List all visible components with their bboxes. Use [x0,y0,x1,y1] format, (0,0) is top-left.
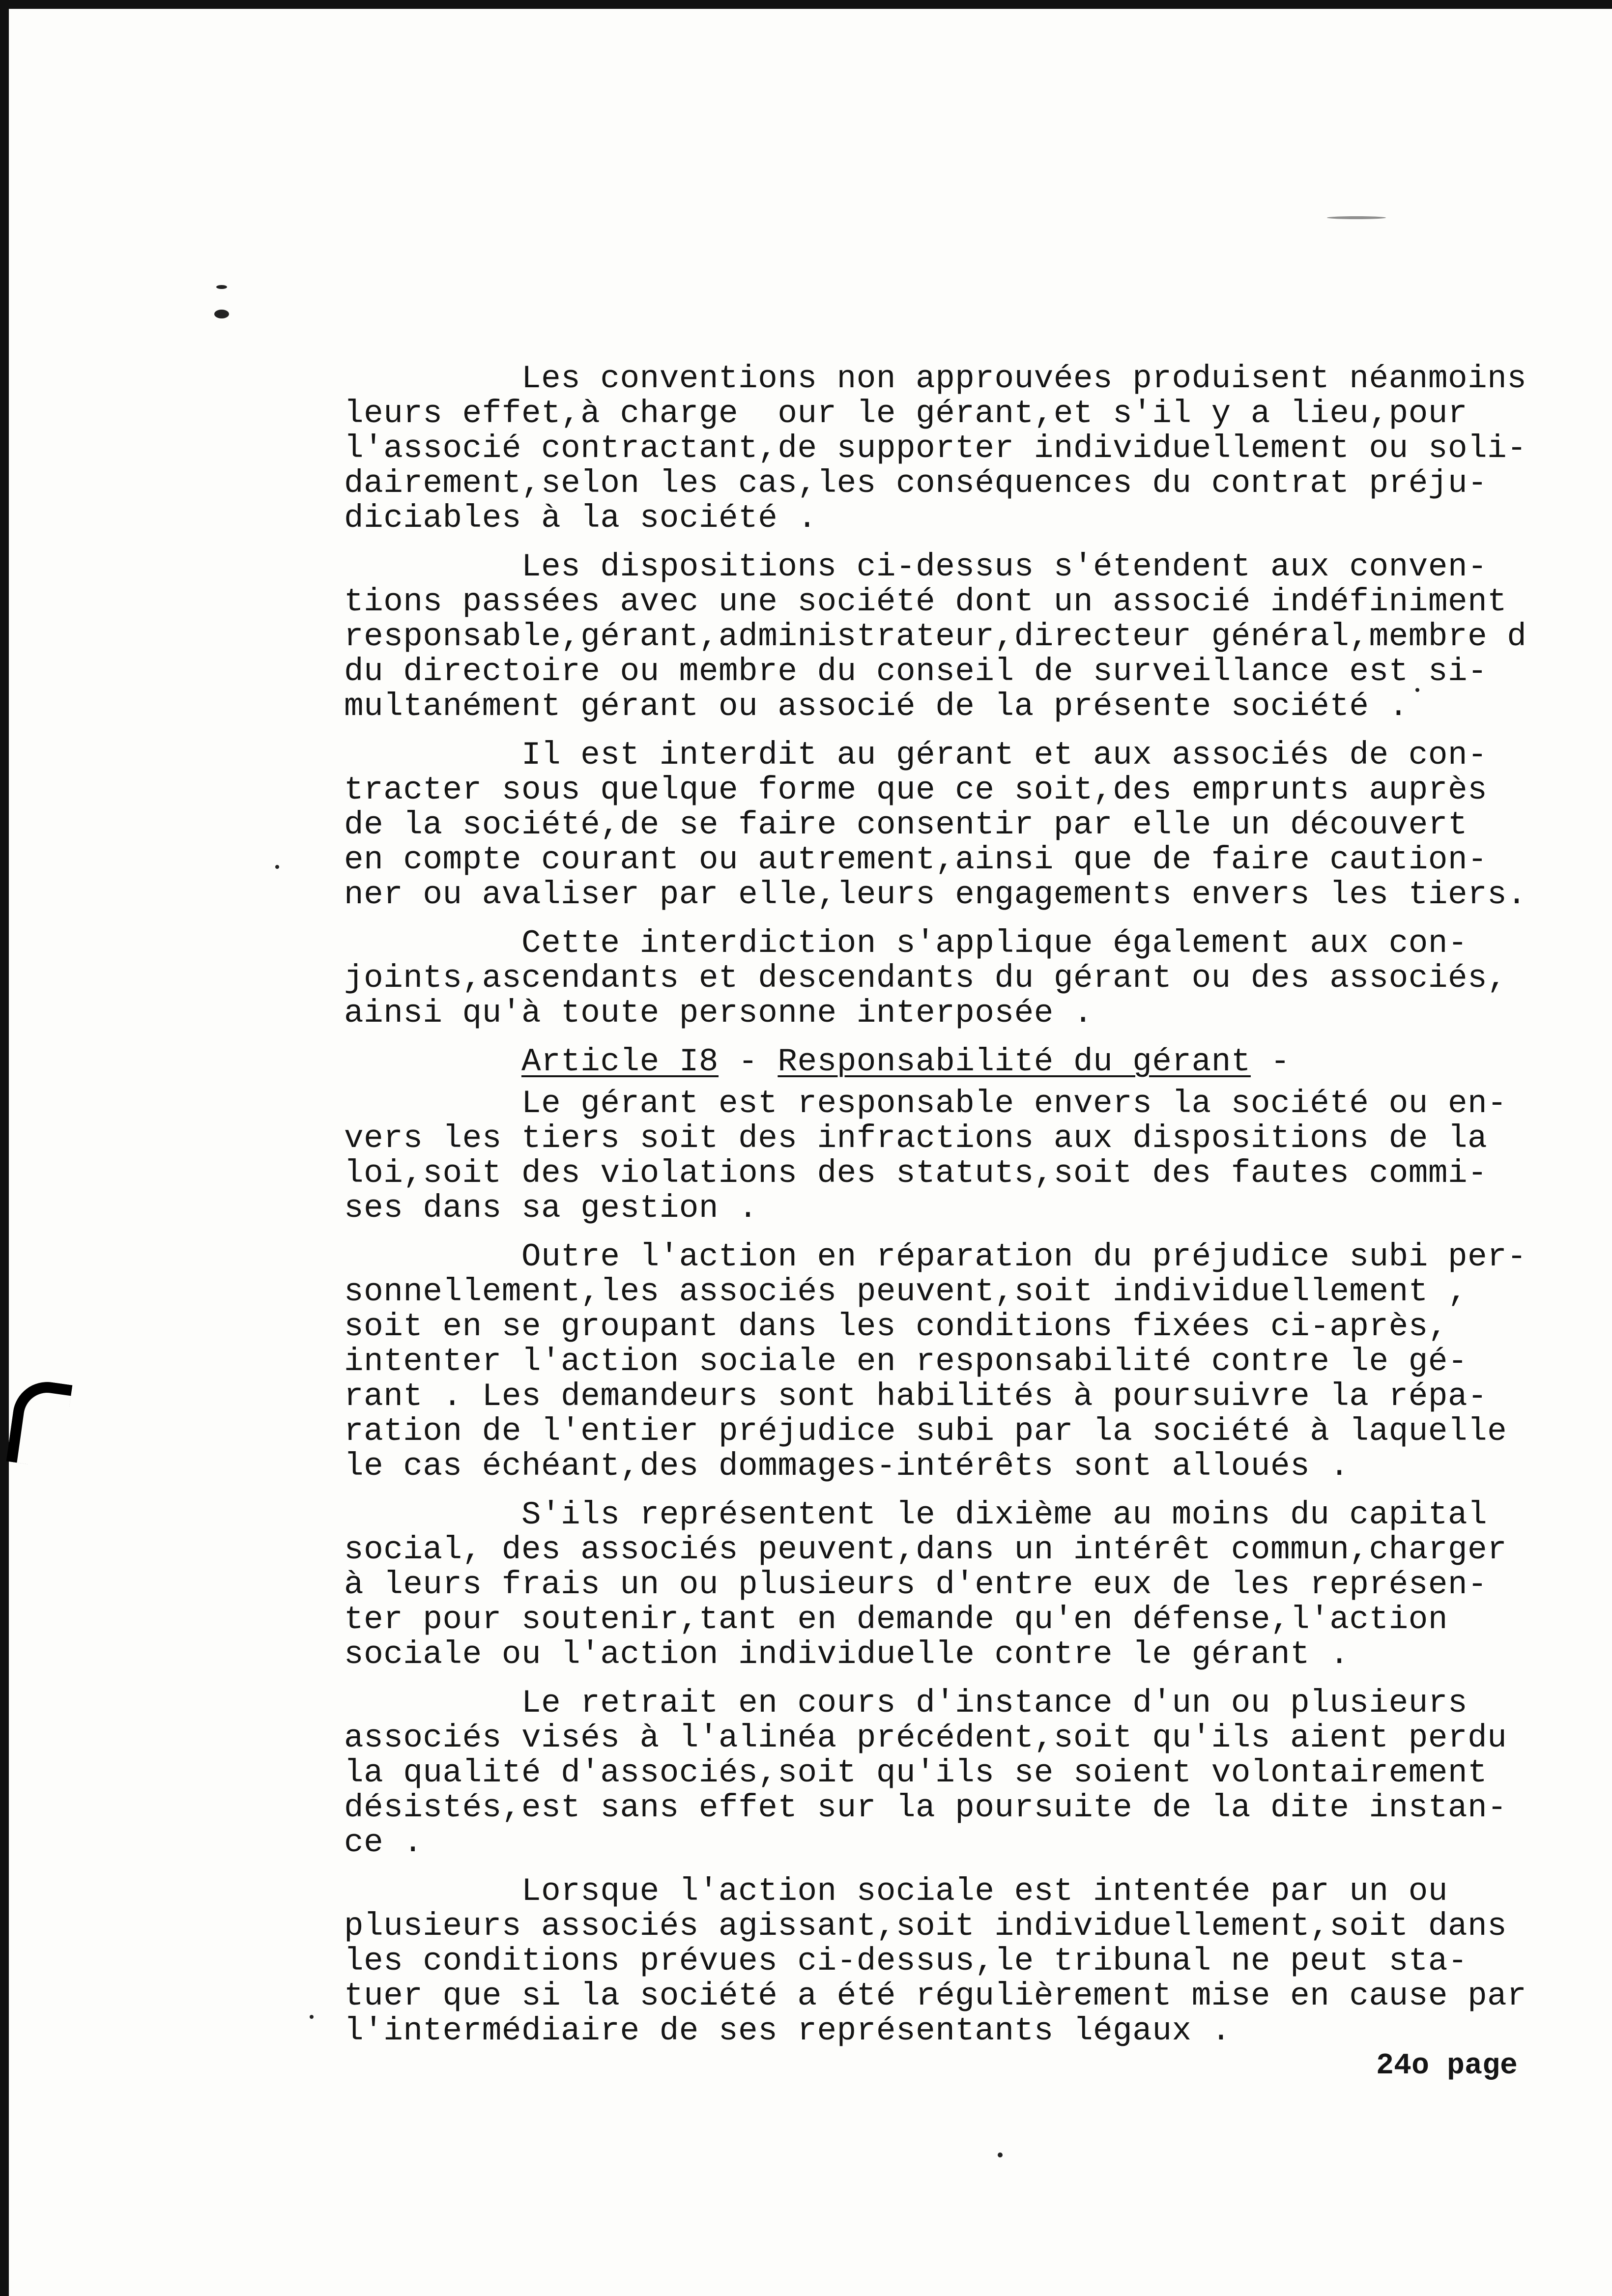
article-heading [344,1044,1533,1079]
text-line: à leurs frais un ou plusieurs d'entre eux de les représen- [344,1566,1488,1603]
scan-top-border [0,0,1612,9]
paragraph-p8 [344,1686,1533,1860]
text-line: ce . [344,1824,423,1861]
paragraph-p7 [344,1497,1533,1672]
text-line: Outre l'action en réparation du préjudice subi per- [344,1238,1527,1275]
text-line: Cette interdiction s'applique également aux con- [344,925,1468,962]
text-line: vers les tiers soit des infractions aux dispositions de la [344,1120,1488,1157]
heading-separator: - [719,1043,778,1080]
document-body [344,361,1533,2062]
text-line: ner ou avaliser par elle,leurs engagements envers les tiers. [344,876,1527,913]
scan-speck [1327,216,1386,219]
text-line: ration de l'entier préjudice subi par la société à laquelle [344,1413,1507,1450]
text-line: Lorsque l'action sociale est intentée par un ou [344,1873,1448,1910]
text-line: dairement,selon les cas,les conséquences du contrat préju- [344,465,1488,502]
text-line: du directoire ou membre du conseil de surveillance est si- [344,653,1488,690]
scan-speck [214,310,229,318]
text-line: S'ils représentent le dixième au moins du capital [344,1496,1488,1533]
paragraph-p1 [344,361,1533,536]
paragraph-p4 [344,926,1533,1031]
text-line: plusieurs associés agissant,soit individuellement,soit dans [344,1908,1507,1945]
paragraph-p6 [344,1239,1533,1484]
text-line: tions passées avec une société dont un associé indéfiniment [344,583,1507,620]
text-line: diciables à la société . [344,500,817,537]
text-line: rant . Les demandeurs sont habilités à poursuivre la répa- [344,1378,1488,1415]
text-line: l'intermédiaire de ses représentants légaux . [344,2012,1231,2049]
text-line: la qualité d'associés,soit qu'ils se soient volontairement [344,1754,1488,1791]
scan-speck [275,865,279,869]
text-line: leurs effet,à charge our le gérant,et s'il y a lieu,pour [344,395,1468,432]
text-line: intenter l'action sociale en responsabilité contre le gé- [344,1343,1468,1380]
heading-indent [344,1043,521,1080]
text-line: désistés,est sans effet sur la poursuite de la dite instan- [344,1789,1507,1826]
text-line: multanément gérant ou associé de la présente société . [344,688,1409,725]
paragraph-p5 [344,1086,1533,1226]
text-line: associés visés à l'alinéa précédent,soit qu'ils aient perdu [344,1720,1507,1756]
text-line: ses dans sa gestion . [344,1190,758,1227]
text-line: tuer que si la société a été régulièrement mise en cause par [344,1978,1527,2014]
paragraphs-after-article [344,1086,1533,2048]
text-line: Les conventions non approuvées produisent néanmoins [344,360,1527,397]
heading-suffix: - [1250,1043,1291,1080]
scan-speck [310,2015,314,2019]
text-line: social, des associés peuvent,dans un intérêt commun,charger [344,1531,1507,1568]
hole-punch-mark [6,1378,73,1469]
scan-left-border [0,0,9,2296]
text-line: sonnellement,les associés peuvent,soit individuellement , [344,1273,1468,1310]
text-line: joints,ascendants et descendants du gérant ou des associés, [344,960,1507,997]
article-title: Responsabilité du gérant [777,1043,1251,1080]
paragraph-p3 [344,738,1533,912]
text-line: tracter sous quelque forme que ce soit,des emprunts auprès [344,772,1488,808]
text-line: sociale ou l'action individuelle contre le gérant . [344,1636,1350,1673]
text-line: soit en se groupant dans les conditions fixées ci-après, [344,1308,1448,1345]
text-line: responsable,gérant,administrateur,directeur général,membre d [344,618,1527,655]
article-number: Article I8 [521,1043,719,1080]
text-line: Le retrait en cours d'instance d'un ou plusieurs [344,1685,1468,1722]
text-line: les conditions prévues ci-dessus,le tribunal ne peut sta- [344,1943,1468,1980]
text-line: ainsi qu'à toute personne interposée . [344,995,1094,1032]
text-line: en compte courant ou autrement,ainsi que de faire caution- [344,841,1488,878]
page-number: 24o page [1376,2049,1518,2083]
scan-speck [216,285,227,289]
scan-speck [998,2152,1003,2157]
paragraph-p2 [344,549,1533,724]
text-line: ter pour soutenir,tant en demande qu'en défense,l'action [344,1601,1448,1638]
text-line: de la société,de se faire consentir par elle un découvert [344,806,1468,843]
text-line: l'associé contractant,de supporter individuellement ou soli- [344,430,1527,467]
text-line: Le gérant est responsable envers la société ou en- [344,1085,1507,1122]
text-line: loi,soit des violations des statuts,soit des fautes commi- [344,1155,1488,1192]
text-line: le cas échéant,des dommages-intérêts sont alloués . [344,1448,1350,1485]
text-line: Il est interdit au gérant et aux associés de con- [344,737,1488,774]
paragraph-p9 [344,1874,1533,2048]
paragraphs-before-article [344,361,1533,1031]
text-line: Les dispositions ci-dessus s'étendent aux conven- [344,548,1488,585]
